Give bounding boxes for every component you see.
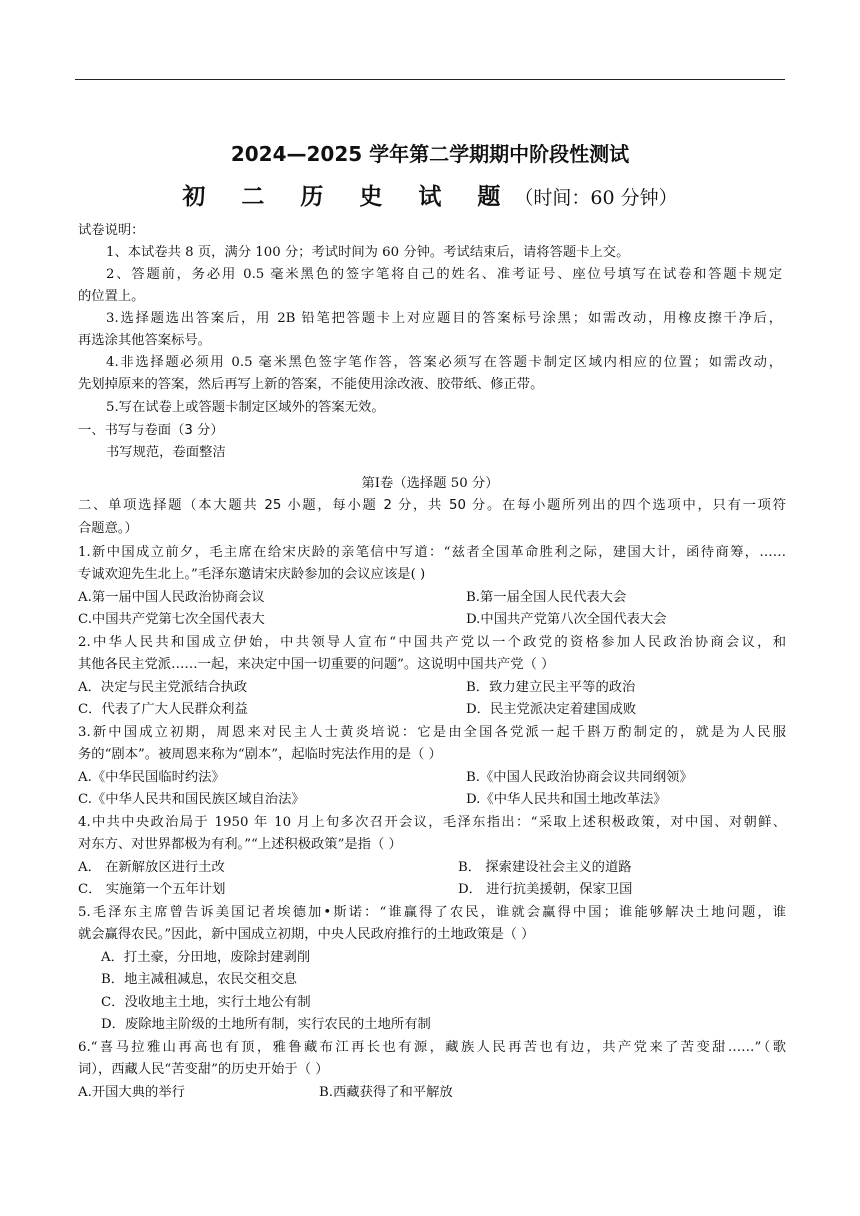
exam-subject-line <box>0 178 860 211</box>
question-6-stem: 6.“喜马拉雅山再高也有顶，雅鲁藏布江再长也有源，藏族人民再苦也有边，共产党来了苦变甜……”（歌 <box>78 1040 786 1055</box>
question-4-options-row2 <box>78 879 786 901</box>
instruction-item: 再选涂其他答案标号。 <box>78 333 211 348</box>
instruction-item: 1、本试卷共 8 页，满分 100 分；考试时间为 60 分钟。考试结束后，请将答题卡上交。 <box>106 245 630 260</box>
option-b: B． 探索建设社会主义的道路 <box>458 860 632 875</box>
option-c: C.《中华人民共和国民族区域自治法》 <box>78 792 305 807</box>
question-4-stem-cont: 对东方、对世界都极为有利。”“上述积极政策”是指（ ） <box>78 837 402 852</box>
option-a: A.开国大典的举行 <box>78 1085 185 1100</box>
question-4-stem: 4.中共中央政治局于 1950 年 10 月上旬多次召开会议，毛泽东指出：“采取上述积极政策，对中国、对朝鲜、 <box>78 815 786 830</box>
part1-heading: 第Ⅰ卷（选择题 50 分） <box>361 476 499 491</box>
question-5-stem: 5.毛泽东主席曾告诉美国记者埃德加•斯诺：“谁赢得了农民，谁就会赢得中国；谁能够解决土地问题，谁 <box>78 905 786 920</box>
option-c: C.中国共产党第七次全国代表大 <box>78 612 265 627</box>
question-1-options-row1 <box>78 587 786 609</box>
instruction-item: 3.选择题选出答案后，用 2B 铅笔把答题卡上对应题目的答案标号涂黑；如需改动，用橡皮擦干净后， <box>106 311 782 326</box>
instruction-item: 的位置上。 <box>78 289 145 304</box>
option-b: B.西藏获得了和平解放 <box>319 1085 453 1100</box>
option-c: C． 实施第一个五年计划 <box>78 882 226 897</box>
instruction-item: 5.写在试卷上或答题卡制定区域外的答案无效。 <box>106 400 385 415</box>
option-b: B．地主减租减息，农民交租交息 <box>101 972 297 987</box>
section2-heading: 二、单项选择题（本大题共 25 小题，每小题 2 分，共 50 分。在每小题所列出的四个选项中，只有一项符 <box>78 498 786 513</box>
question-2-stem: 2.中华人民共和国成立伊始，中共领导人宣布“中国共产党以一个政党的资格参加人民政治协商会议，和 <box>78 635 786 650</box>
option-d: D．废除地主阶级的土地所有制，实行农民的土地所有制 <box>101 1017 431 1032</box>
option-a: A． 在新解放区进行土改 <box>78 860 225 875</box>
option-b: B.《中国人民政治协商会议共同纲领》 <box>466 770 693 785</box>
question-2-stem-cont: 其他各民主党派……一起，来决定中国一切重要的问题”。这说明中国共产党（ ） <box>78 657 555 672</box>
option-b: B．致力建立民主平等的政治 <box>466 680 636 695</box>
option-a: A．打土豪，分田地，废除封建剥削 <box>101 950 311 965</box>
option-d: D.中国共产党第八次全国代表大会 <box>466 612 667 627</box>
exam-title: 2024—2025 学年第二学期期中阶段性测试 <box>230 142 630 166</box>
exam-subject: 初 二 历 史 试 题 <box>182 184 515 210</box>
question-1-options-row2 <box>78 609 786 631</box>
question-4-options-row1 <box>78 857 786 879</box>
question-5-stem-cont: 就会赢得农民。”因此，新中国成立初期，中央人民政府推行的土地政策是（ ） <box>78 927 535 942</box>
option-a: A.第一届中国人民政治协商会议 <box>78 590 265 605</box>
instructions-heading: 试卷说明： <box>78 223 145 238</box>
question-3-options-row2 <box>78 789 786 811</box>
option-b: B.第一届全国人民代表大会 <box>466 590 627 605</box>
question-3-stem: 3.新中国成立初期，周恩来对民主人士黄炎培说：它是由全国各党派一起千斟万酌制定的，就是为人民服 <box>78 725 786 740</box>
section1-text: 书写规范，卷面整洁 <box>106 445 226 460</box>
option-d: D.《中华人民共和国土地改革法》 <box>466 792 667 807</box>
option-d: D． 进行抗美援朝，保家卫国 <box>458 882 633 897</box>
option-c: C．代表了广大人民群众利益 <box>78 702 248 717</box>
section1-heading: 一、书写与卷面（3 分） <box>78 423 224 438</box>
header-rule <box>75 79 785 80</box>
question-6-options-row1 <box>78 1082 786 1104</box>
question-3-options-row1 <box>78 767 786 789</box>
option-a: A.《中华民国临时约法》 <box>78 770 225 785</box>
question-3-stem-cont: 务的“剧本”。被周恩来称为“剧本”，起临时宪法作用的是（ ） <box>78 747 442 762</box>
question-1-stem-cont: 专诚欢迎先生北上。”毛泽东邀请宋庆龄参加的会议应该是( ) <box>78 567 426 582</box>
option-d: D．民主党派决定着建国成败 <box>466 702 637 717</box>
instruction-item: 先划掉原来的答案，然后再写上新的答案，不能使用涂改液、胶带纸、修正带。 <box>78 377 544 392</box>
question-2-options-row1 <box>78 677 786 699</box>
question-1-stem: 1.新中国成立前夕，毛主席在给宋庆龄的亲笔信中写道：“兹者全国革命胜利之际，建国大计，函待商筹，…… <box>78 545 786 560</box>
option-a: A．决定与民主党派结合执政 <box>78 680 248 695</box>
section2-heading-cont: 合题意。） <box>78 521 138 536</box>
instruction-item: 2、答题前，务必用 0.5 毫米黑色的签字笔将自己的姓名、准考证号、座位号填写在试卷和答题卡规定 <box>106 267 782 282</box>
option-c: C．没收地主土地，实行土地公有制 <box>101 995 311 1010</box>
question-6-stem-cont: 词），西藏人民“苦变甜”的历史开始于（ ） <box>78 1062 329 1077</box>
exam-time: （时间：60 分钟） <box>514 187 678 209</box>
question-2-options-row2 <box>78 699 786 721</box>
instruction-item: 4.非选择题必须用 0.5 毫米黑色签字笔作答，答案必须写在答题卡制定区域内相应的位置；如需改动， <box>106 355 782 370</box>
